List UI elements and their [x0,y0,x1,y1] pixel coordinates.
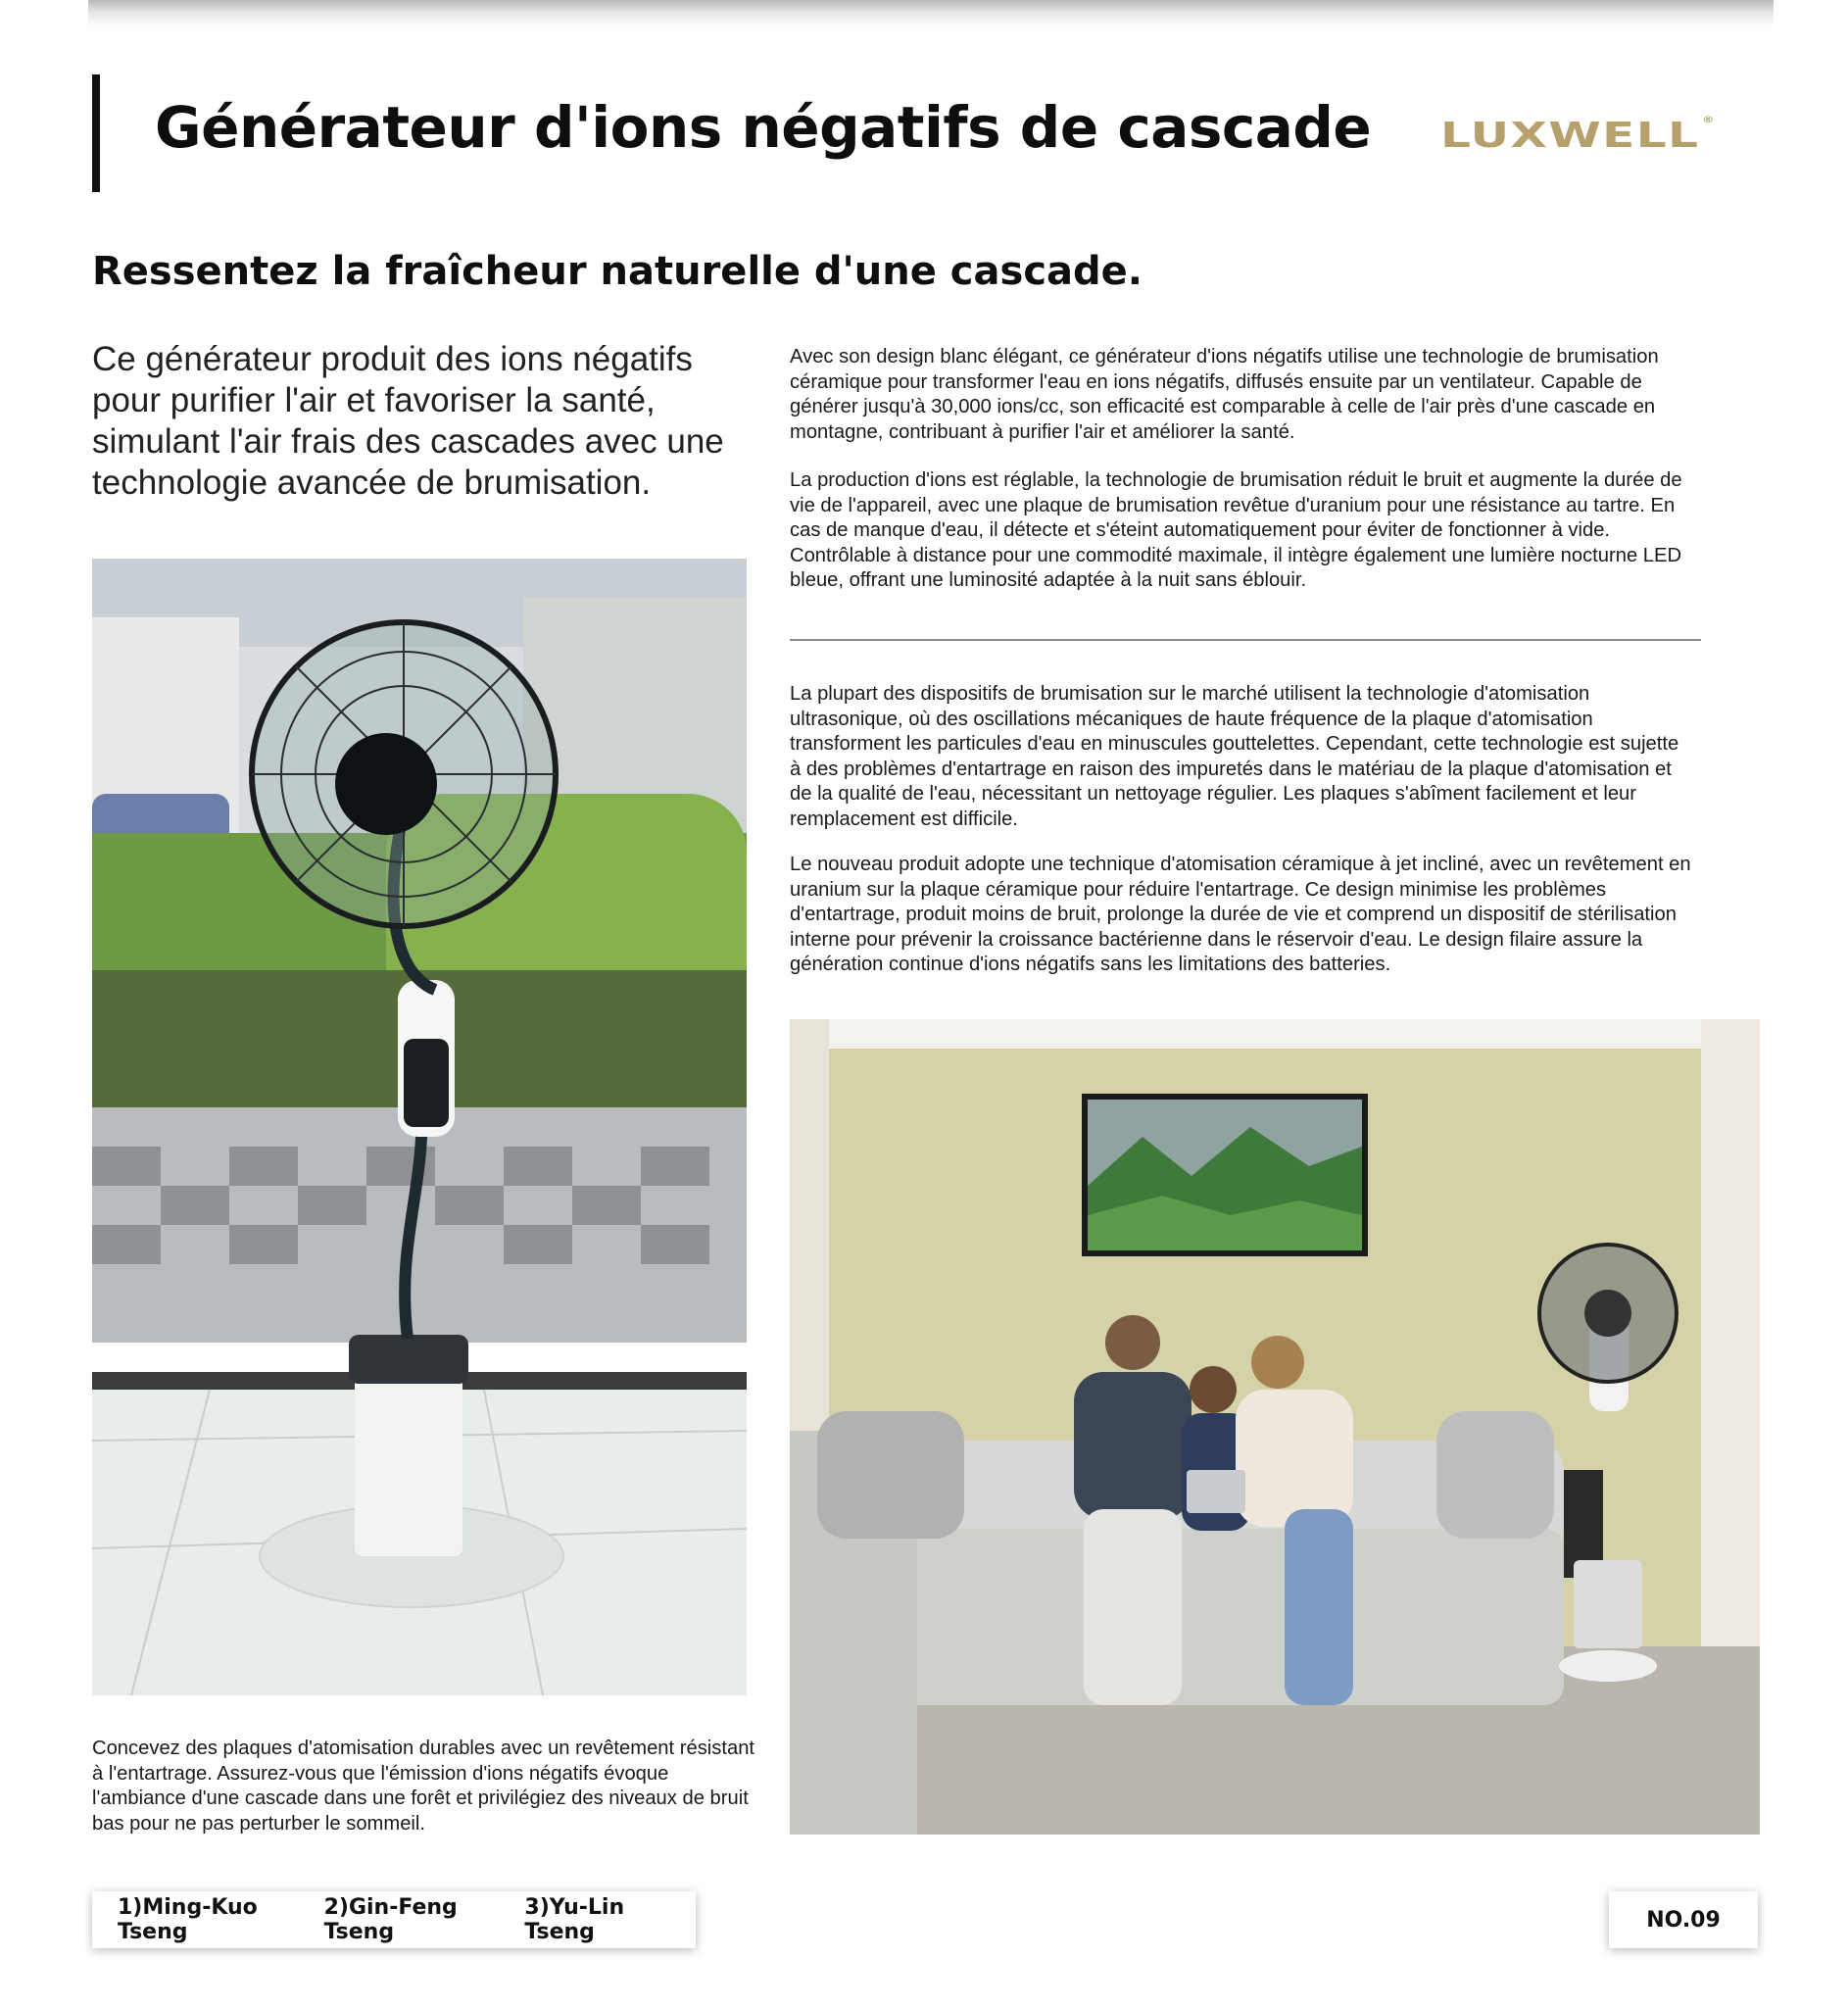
body-paragraph-4: Le nouveau produit adopte une technique d'atomisation céramique à jet incliné, avec un revêtement en uranium sur la plaque céramique pour réduire l'entartrage. Ce design minimise les problèmes d'entartrage, produit moins de bruit, prolonge la durée de vie et comprend un dispositif de stérilisation interne pour prévenir la croissance bactérienne dans le réservoir d'eau. Le design filaire assure la génération continue d'ions négatifs sans les limitations des batteries. [790,854,1691,975]
author-3: 3)Yu-Lin Tseng [524,1895,625,1944]
top-shadow-band [88,0,1774,27]
body-paragraph-2: La production d'ions est réglable, la technologie de brumisation réduit le bruit et augmente la durée de vie de l'appareil, avec une plaque de brumisation revêtue d'uranium pour une résistance au tartre. En cas de manque d'eau, il détecte et s'éteint automatiquement pour éviter de fonctionner à vide. Contrôlable à distance pour une commodité maximale, il intègre également une lumière nocturne LED bleue, offrant une luminosité adaptée à la nuit sans éblouir. [790,469,1682,591]
page-subtitle: Ressentez la fraîcheur naturelle d'une cascade. [92,249,1143,294]
title-accent-bar [92,74,100,192]
page-number [1609,1891,1758,1948]
lead-paragraph: Ce générateur produit des ions négatifs pour purifier l'air et favoriser la santé, simulant l'air frais des cascades avec une technologie avancée de brumisation. [92,340,724,502]
section-divider [790,639,1701,641]
body-paragraph-1: Avec son design blanc élégant, ce générateur d'ions négatifs utilise une technologie de brumisation céramique pour transformer l'eau en ions négatifs, diffusés ensuite par un ventilateur. Capable de générer jusqu'à 30,000 ions/cc, son efficacité est comparable à celle de l'air près d'une cascade en montagne, contribuant à purifier l'air et améliorer la santé. [790,346,1659,443]
page-title: Générateur d'ions négatifs de cascade [155,94,1372,161]
footer-authors [92,1891,696,1948]
page-number-label: NO.09 [1646,1907,1721,1933]
fan-product-photo [92,559,747,1695]
brand-logo [1440,116,1716,156]
registered-mark: ® [1702,116,1716,125]
design-caption: Concevez des plaques d'atomisation durables avec un revêtement résistant à l'entartrage. Assurez-vous que l'émission d'ions négatifs évoque l'ambiance d'une cascade dans une forêt et privilégiez des niveaux de bruit bas pour ne pas perturber le sommeil. [92,1738,755,1835]
body-paragraph-3: La plupart des dispositifs de brumisation sur le marché utilisent la technologie d'atomisation ultrasonique, où des oscillations mécaniques de haute fréquence de la plaque d'atomisation transforment les particules d'eau en minuscules gouttelettes. Cependant, cette technologie est sujette à des problèmes d'entartrage en raison des impuretés dans le matériau de la plaque d'atomisation et de la qualité de l'eau, nécessitant un nettoyage régulier. Les plaques s'abîment facilement et leur remplacement est difficile. [790,683,1679,830]
brand-name: LUXWELL [1440,116,1700,156]
family-livingroom-photo [790,1019,1760,1835]
author-2: 2)Gin-Feng Tseng [323,1895,458,1944]
author-1: 1)Ming-Kuo Tseng [118,1895,258,1944]
